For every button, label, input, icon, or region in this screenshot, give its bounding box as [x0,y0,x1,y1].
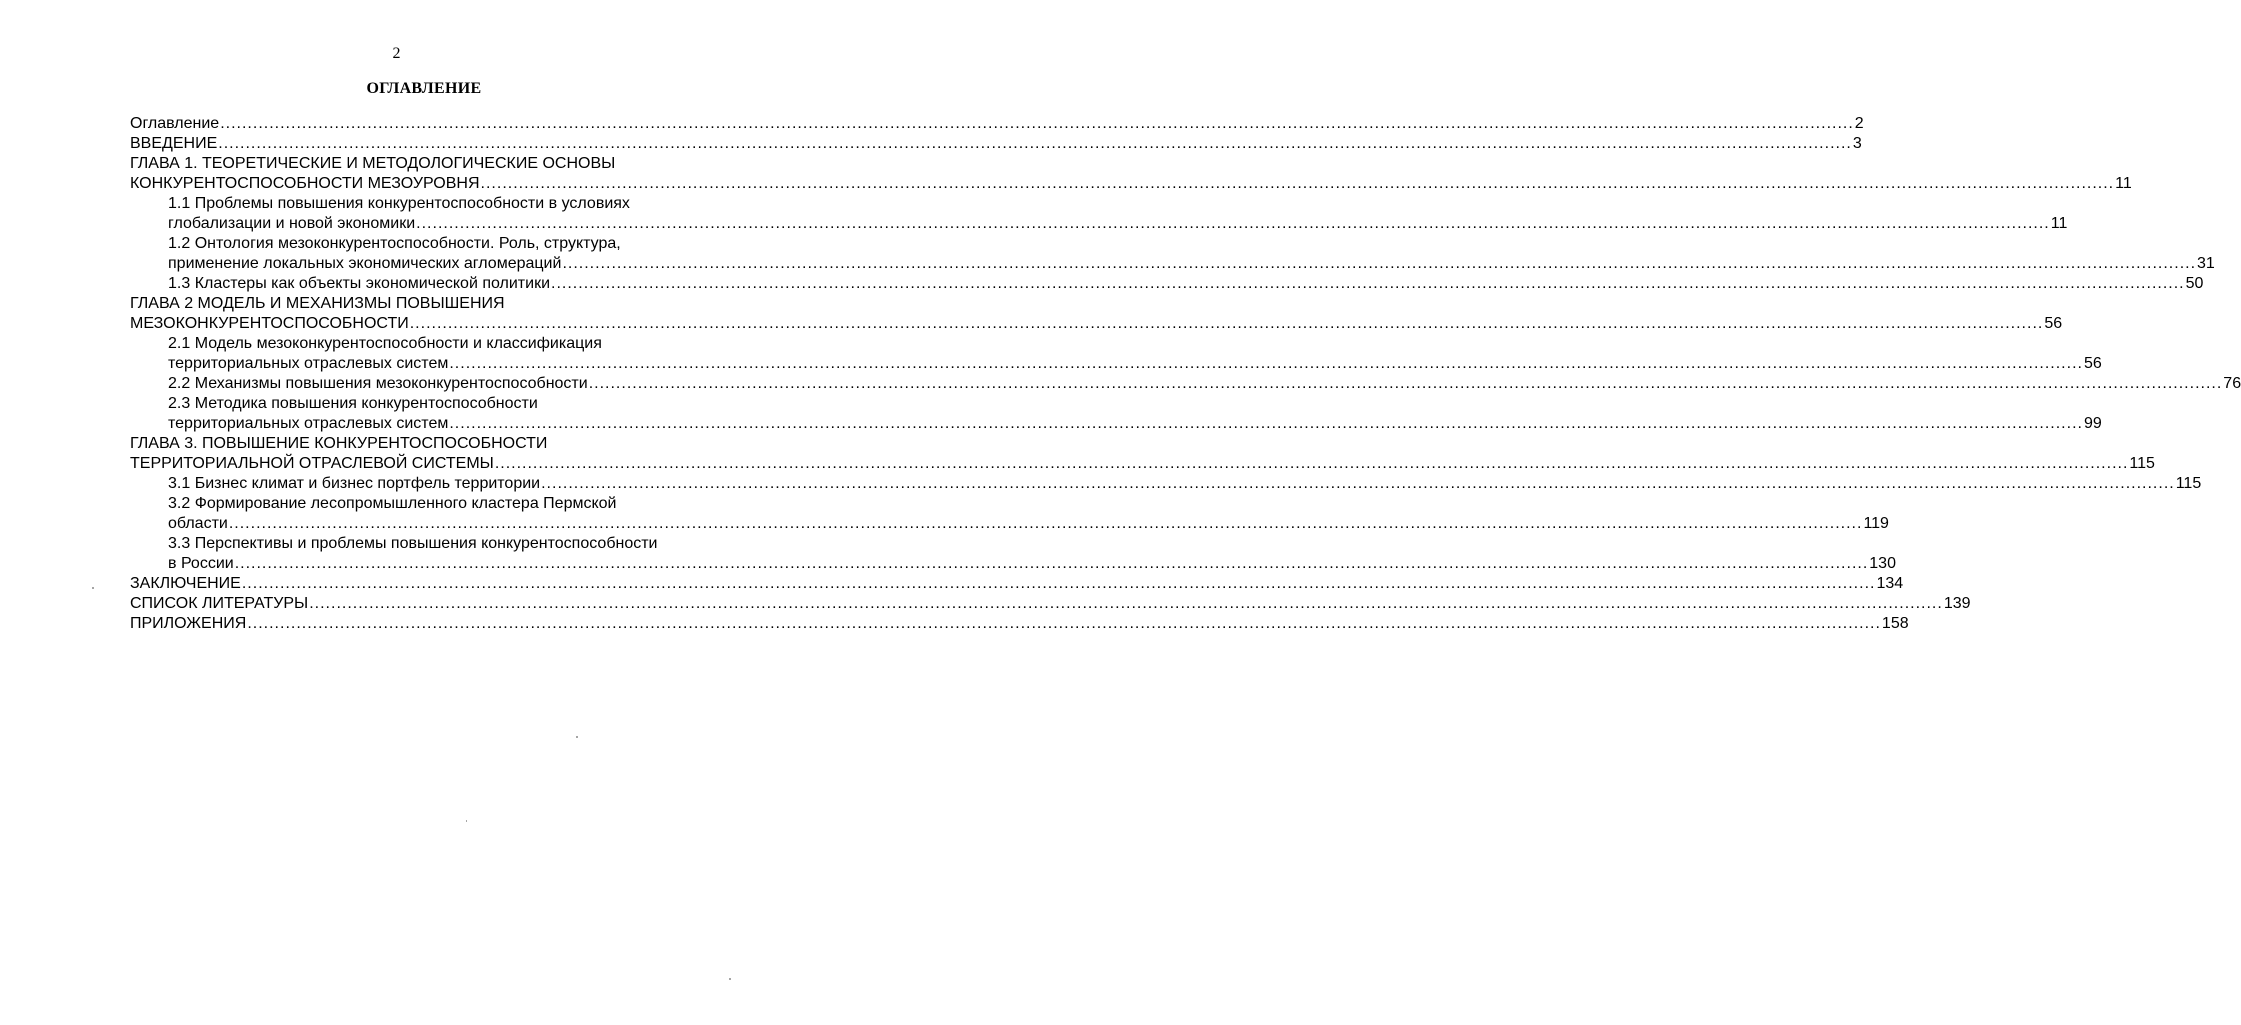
dot-leader: ............................................................................................................................................................................................................................................................................................................ [588,375,2223,392]
toc-entry[interactable] [130,334,2102,374]
toc-entry-title-line: 3.2 Формирование лесопромышленного кластера Пермской [168,495,617,512]
toc-entry-title: 3.1 Бизнес климат и бизнес портфель территории [168,475,541,492]
toc-entry[interactable] [130,194,2068,234]
toc-entry-page: 31 [2197,255,2215,272]
toc-entry-title-line: ГЛАВА 1. ТЕОРЕТИЧЕСКИЕ И МЕТОДОЛОГИЧЕСКИЕ ОСНОВЫ [130,155,616,172]
toc-entry-title-line: ГЛАВА 2 МОДЕЛЬ И МЕХАНИЗМЫ ПОВЫШЕНИЯ [130,295,505,312]
toc-entry-line [168,254,2215,274]
toc-entry[interactable] [130,114,1864,134]
toc-entry-title: ТЕРРИТОРИАЛЬНОЙ ОТРАСЛЕВОЙ СИСТЕМЫ [130,455,494,472]
dot-leader: ............................................................................................................................................................................................................................................................................................................ [449,415,2083,432]
toc-entry[interactable] [130,134,1862,154]
toc-entry-title-line: 3.3 Перспективы и проблемы повышения конкурентоспособности [168,535,658,552]
toc-entry-line [130,594,1971,614]
toc-entry-title-line: ГЛАВА 3. ПОВЫШЕНИЕ КОНКУРЕНТОСПОСОБНОСТИ [130,435,548,452]
toc-entry[interactable] [130,294,2063,334]
toc-entry-line [130,614,1909,634]
toc-entry[interactable] [130,574,1904,594]
toc-entry-line [168,374,2241,394]
toc-entry[interactable] [130,234,2215,274]
toc-entry[interactable] [130,434,2155,474]
toc-entry-page: 158 [1881,615,1909,632]
toc-entry-line [130,314,2063,334]
toc-entry-page: 56 [2083,355,2102,372]
dot-leader: ............................................................................................................................................................................................................................................................................................................ [218,135,1852,152]
toc-entry-line [168,554,1896,574]
toc-entry-line [168,214,2068,234]
scan-speck [576,736,578,738]
toc-entry-page: 56 [2044,315,2063,332]
dot-leader: ............................................................................................................................................................................................................................................................................................................ [416,215,2050,232]
toc-entry-page: 2 [1854,115,1864,132]
toc-entry-title: применение локальных экономических агломераций [168,255,562,272]
toc-entry-line [168,514,1889,534]
scan-speck [92,587,94,589]
toc-entry-title-line: 2.3 Методика повышения конкурентоспособности [168,395,538,412]
toc-entry-title: МЕЗОКОНКУРЕНТОСПОСОБНОСТИ [130,315,409,332]
dot-leader: ............................................................................................................................................................................................................................................................................................................ [449,355,2083,372]
dot-leader: ............................................................................................................................................................................................................................................................................................................ [494,455,2129,472]
toc-entry-title: территориальных отраслевых систем [168,415,449,432]
dot-leader: ............................................................................................................................................................................................................................................................................................................ [551,275,2185,292]
toc-entry-line [130,134,1862,154]
toc-entry-line [168,274,2204,294]
toc-entry-title-line: 2.1 Модель мезоконкурентоспособности и классификация [168,335,602,352]
toc-entry-title-line: 1.1 Проблемы повышения конкурентоспособности в условиях [168,195,630,212]
toc-entry[interactable] [130,274,2204,294]
toc-entry-page: 11 [2050,215,2068,232]
toc-entry-title: ВВЕДЕНИЕ [130,135,218,152]
table-of-contents [130,114,2241,634]
toc-entry-page: 130 [1869,555,1896,572]
toc-entry[interactable] [130,494,1889,534]
toc-entry-title: 1.3 Кластеры как объекты экономической политики [168,275,551,292]
dot-leader: ............................................................................................................................................................................................................................................................................................................ [309,595,1943,612]
page-number: 2 [392,45,401,62]
toc-entry-line [130,174,2132,194]
toc-entry-title: области [168,515,228,532]
toc-entry[interactable] [130,534,1896,574]
dot-leader: ............................................................................................................................................................................................................................................................................................................ [241,575,1876,592]
toc-entry-page: 134 [1876,575,1904,592]
dot-leader: ............................................................................................................................................................................................................................................................................................................ [480,175,2115,192]
toc-entry[interactable] [130,394,2102,434]
toc-entry-title: территориальных отраслевых систем [168,355,449,372]
toc-entry-title: Оглавление [130,115,220,132]
toc-entry-line [130,114,1864,134]
scan-speck [729,978,731,980]
toc-entry-title: ЗАКЛЮЧЕНИЕ [130,575,241,592]
toc-entry-title: глобализации и новой экономики [168,215,416,232]
toc-entry[interactable] [130,614,1909,634]
toc-entry-page: 76 [2223,375,2241,392]
toc-entry-title: КОНКУРЕНТОСПОСОБНОСТИ МЕЗОУРОВНЯ [130,175,480,192]
toc-entry[interactable] [130,594,1971,614]
toc-entry-line [168,414,2102,434]
toc-entry-line [130,574,1904,594]
toc-entry-page: 11 [2115,175,2132,192]
toc-entry[interactable] [130,474,2202,494]
dot-leader: ............................................................................................................................................................................................................................................................................................................ [562,255,2197,272]
page-title: ОГЛАВЛЕНИЕ [366,80,482,97]
toc-entry[interactable] [130,374,2241,394]
toc-entry-page: 115 [2129,455,2155,472]
dot-leader: ............................................................................................................................................................................................................................................................................................................ [541,475,2175,492]
toc-entry-title: СПИСОК ЛИТЕРАТУРЫ [130,595,309,612]
toc-entry-page: 99 [2083,415,2102,432]
scan-speck [466,820,467,822]
toc-entry[interactable] [130,154,2132,194]
dot-leader: ............................................................................................................................................................................................................................................................................................................ [409,315,2044,332]
toc-entry-line [168,474,2202,494]
toc-entry-page: 3 [1852,135,1862,152]
toc-entry-line [130,454,2155,474]
toc-entry-title: 2.2 Механизмы повышения мезоконкурентоспособности [168,375,588,392]
toc-entry-title: в России [168,555,234,572]
dot-leader: ............................................................................................................................................................................................................................................................................................................ [220,115,1854,132]
toc-entry-line [168,354,2102,374]
dot-leader: ............................................................................................................................................................................................................................................................................................................ [234,555,1869,572]
dot-leader: ............................................................................................................................................................................................................................................................................................................ [247,615,1881,632]
toc-entry-page: 139 [1943,595,1971,612]
toc-entry-page: 115 [2175,475,2202,492]
toc-entry-page: 50 [2185,275,2204,292]
toc-entry-page: 119 [1863,515,1889,532]
dot-leader: ............................................................................................................................................................................................................................................................................................................ [228,515,1863,532]
toc-entry-title-line: 1.2 Онтология мезоконкурентоспособности. Роль, структура, [168,235,621,252]
toc-entry-title: ПРИЛОЖЕНИЯ [130,615,247,632]
